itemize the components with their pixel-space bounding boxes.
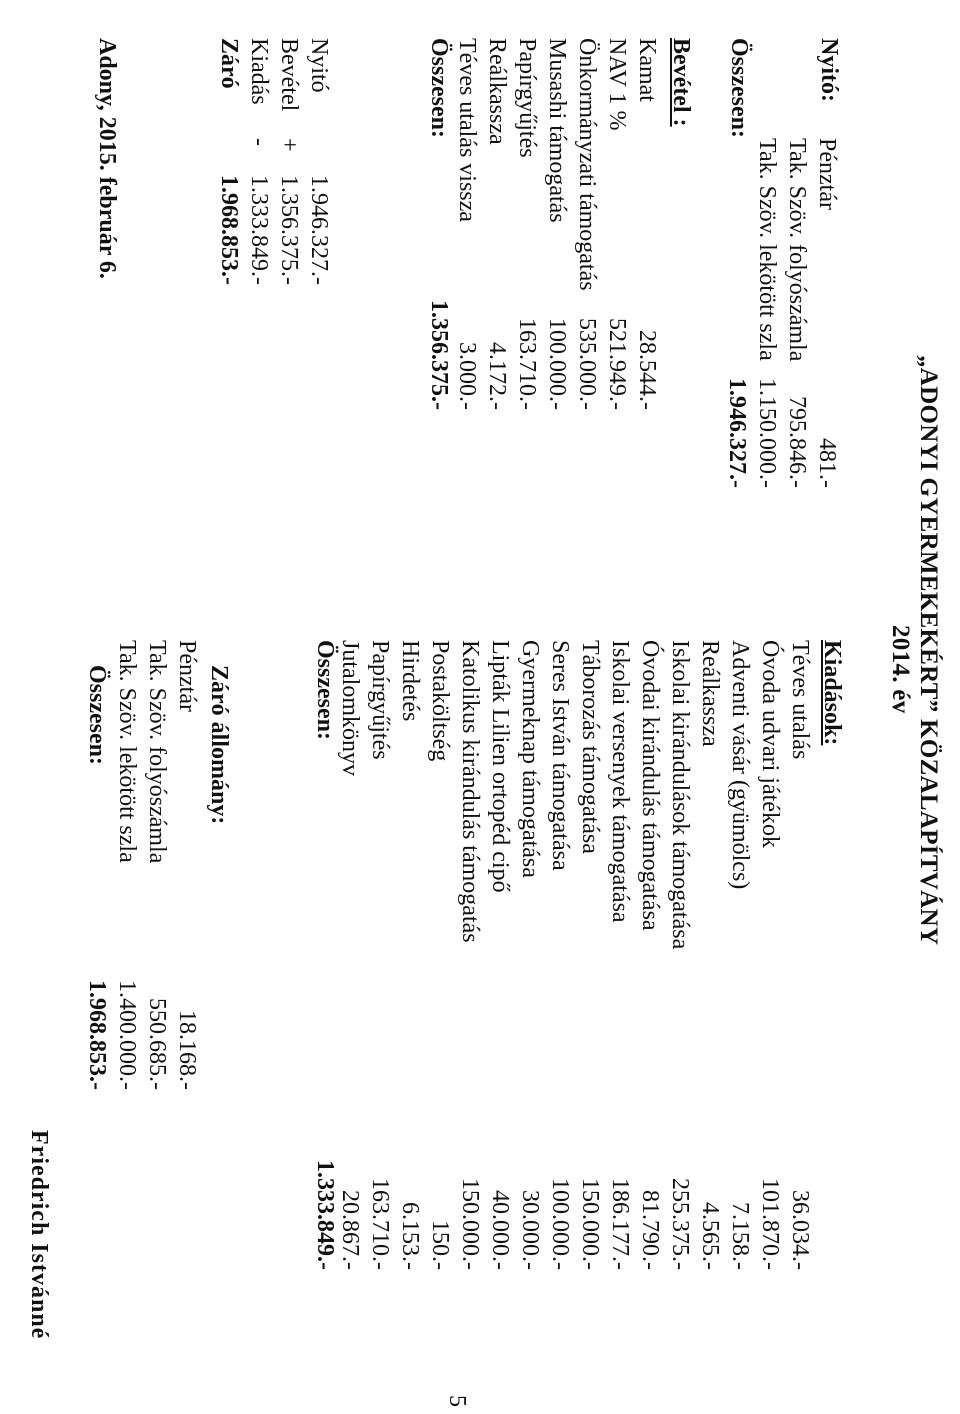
- kiadasok-row-label: Táborozás támogatása: [577, 640, 603, 854]
- zaro-row-label: Tak. Szöv. folyószámla: [144, 640, 170, 864]
- kiadasok-row-label: Adventi vásár (gyümölcs): [727, 640, 753, 890]
- kiadasok-row-value: 40.000.-: [487, 1190, 513, 1270]
- bevetel-row-label: Reálkassza: [484, 38, 510, 145]
- place-date: Adony, 2015. február 6.: [94, 38, 120, 279]
- kiadasok-row-label: Óvoda udvari játékok: [757, 640, 783, 848]
- nyito-values: [752, 350, 842, 488]
- bevetel-labels: [452, 38, 662, 291]
- kiadasok-row-label: Hirdetés: [397, 640, 423, 722]
- bevetel-row-label: Téves utalás vissza: [454, 38, 480, 222]
- nyito-row-value: 1.150.000.-: [754, 378, 780, 488]
- kiadasok-header: Kiadások:: [819, 640, 845, 746]
- kiadasok-row-label: Iskolai versenyek támogatása: [607, 640, 633, 923]
- kiadasok-row-value: 255.375.-: [667, 1178, 693, 1270]
- document-year: 2014. év: [887, 625, 914, 714]
- zaro-row-value: 1.400.000.-: [114, 980, 140, 1090]
- kiadasok-row-value: 100.000.-: [547, 1178, 573, 1270]
- summary-row-sign: +: [276, 138, 302, 152]
- kiadasok-row-value: 7.158.-: [727, 1202, 753, 1270]
- zaro-row-label: Tak. Szöv. lekötött szla: [114, 640, 140, 863]
- kiadasok-row-value: 186.177.-: [607, 1178, 633, 1270]
- nyito-row-value: 795.846.-: [784, 396, 810, 488]
- summary-row-label: Bevétel: [276, 38, 302, 112]
- bevetel-row-value: 28.544.-: [634, 330, 660, 410]
- nyito-total-value: 1.946.327.-: [724, 378, 750, 488]
- zaro-row-label: Pénztár: [174, 640, 200, 712]
- kiadasok-row-label: Seres István támogatása: [547, 640, 573, 871]
- nyito-row-label: Tak. Szöv. lekötött szla: [754, 138, 780, 361]
- nyito-row-label: Pénztár: [814, 138, 840, 210]
- summary-row-label: Nyitó: [306, 38, 332, 93]
- bevetel-row-label: Önkormányzati támogatás: [574, 38, 600, 291]
- kiadasok-row-value: 20.867.-: [337, 1190, 363, 1270]
- summary-row-sign: [214, 138, 244, 152]
- summary-row-value: 1.333.849.-: [246, 175, 272, 285]
- summary-row-sign: -: [246, 138, 272, 146]
- kiadasok-values: [335, 1130, 815, 1270]
- bevetel-total-value: 1.356.375.-: [426, 300, 452, 410]
- kiadasok-row-label: Papírgyűjtés: [367, 640, 393, 760]
- zaro-labels: [112, 640, 202, 863]
- signature-name: Friedrich Istvánné: [26, 1130, 52, 1340]
- summary-row-value: 1.968.853.-: [216, 175, 242, 285]
- summary-signs: [214, 138, 334, 152]
- kiadasok-row-label: Gyermeknap támogatása: [517, 640, 543, 878]
- bevetel-row-label: Kamat: [634, 38, 660, 102]
- zaro-row-value: 18.168.-: [174, 1010, 200, 1090]
- kiadasok-row-value: 6.153.-: [397, 1202, 423, 1270]
- kiadasok-total-label: Összesen:: [312, 640, 338, 740]
- bevetel-total-label: Összesen:: [426, 38, 452, 138]
- nyito-labels: [752, 138, 842, 361]
- summary-row-value: 1.946.327.-: [306, 175, 332, 285]
- kiadasok-row-value: 81.790.-: [637, 1190, 663, 1270]
- kiadasok-row-value: 30.000.-: [517, 1190, 543, 1270]
- bevetel-row-label: Papírgyűjtés: [514, 38, 540, 158]
- kiadasok-total-value: 1.333.849.-: [312, 1160, 338, 1270]
- kiadasok-row-value: 150.000.-: [577, 1178, 603, 1270]
- nyito-row-value: 481.-: [814, 438, 840, 488]
- zaro-values: [112, 940, 202, 1090]
- kiadasok-row-label: Jutalomkönyv: [337, 640, 363, 776]
- summary-labels: [214, 38, 334, 111]
- bevetel-row-value: 4.172.-: [484, 342, 510, 410]
- kiadasok-row-value: 36.034.-: [787, 1190, 813, 1270]
- kiadasok-labels: [335, 640, 815, 949]
- bevetel-row-value: 535.000.-: [574, 318, 600, 410]
- nyito-label: Nyitó:: [816, 38, 842, 102]
- nyito-row-label: Tak. Szöv. folyószámla: [784, 138, 810, 362]
- summary-row-label: Záró: [216, 38, 242, 89]
- kiadasok-row-value: 150.000.-: [457, 1178, 483, 1270]
- bevetel-row-label: NAV 1 %: [604, 38, 630, 131]
- bevetel-row-value: 163.710.-: [514, 318, 540, 410]
- zaro-total-label: Összesen:: [84, 665, 110, 765]
- kiadasok-row-label: Lipták Lilien ortopéd cipő: [487, 640, 513, 893]
- kiadasok-row-label: Postaköltség: [427, 640, 453, 762]
- zaro-row-value: 550.685.-: [144, 998, 170, 1090]
- bevetel-row-value: 100.000.-: [544, 318, 570, 410]
- zaro-header: Záró állomány:: [206, 665, 232, 825]
- nyito-total-label: Összesen:: [726, 38, 752, 138]
- kiadasok-row-value: 150.-: [427, 1220, 453, 1270]
- summary-row-label: Kiadás: [246, 38, 272, 105]
- summary-values: [214, 175, 334, 285]
- bevetel-row-value: 3.000.-: [454, 342, 480, 410]
- kiadasok-row-value: 163.710.-: [367, 1178, 393, 1270]
- page-number: 5: [444, 1395, 470, 1407]
- summary-row-sign: [304, 138, 334, 152]
- kiadasok-row-value: 101.870.-: [757, 1178, 783, 1270]
- kiadasok-row-label: Katolikus kirándulás támogatás: [457, 640, 483, 943]
- zaro-total-value: 1.968.853.-: [84, 980, 110, 1090]
- bevetel-row-label: Musashi támogatás: [544, 38, 570, 223]
- kiadasok-row-label: Iskolai kirándulások támogatása: [667, 640, 693, 950]
- bevetel-header: Bevétel :: [668, 38, 694, 127]
- bevetel-values: [452, 270, 662, 410]
- bevetel-row-value: 521.949.-: [604, 318, 630, 410]
- kiadasok-row-label: Reálkassza: [697, 640, 723, 747]
- document-title: „ADONYI GYERMEKEKÉRT” KÖZALAPÍTVÁNY: [915, 355, 942, 946]
- kiadasok-row-label: Óvodai kirándulás támogatása: [637, 640, 663, 931]
- summary-row-value: 1.356.375.-: [276, 175, 302, 285]
- kiadasok-row-value: 4.565.-: [697, 1202, 723, 1270]
- kiadasok-row-label: Téves utalás: [787, 640, 813, 760]
